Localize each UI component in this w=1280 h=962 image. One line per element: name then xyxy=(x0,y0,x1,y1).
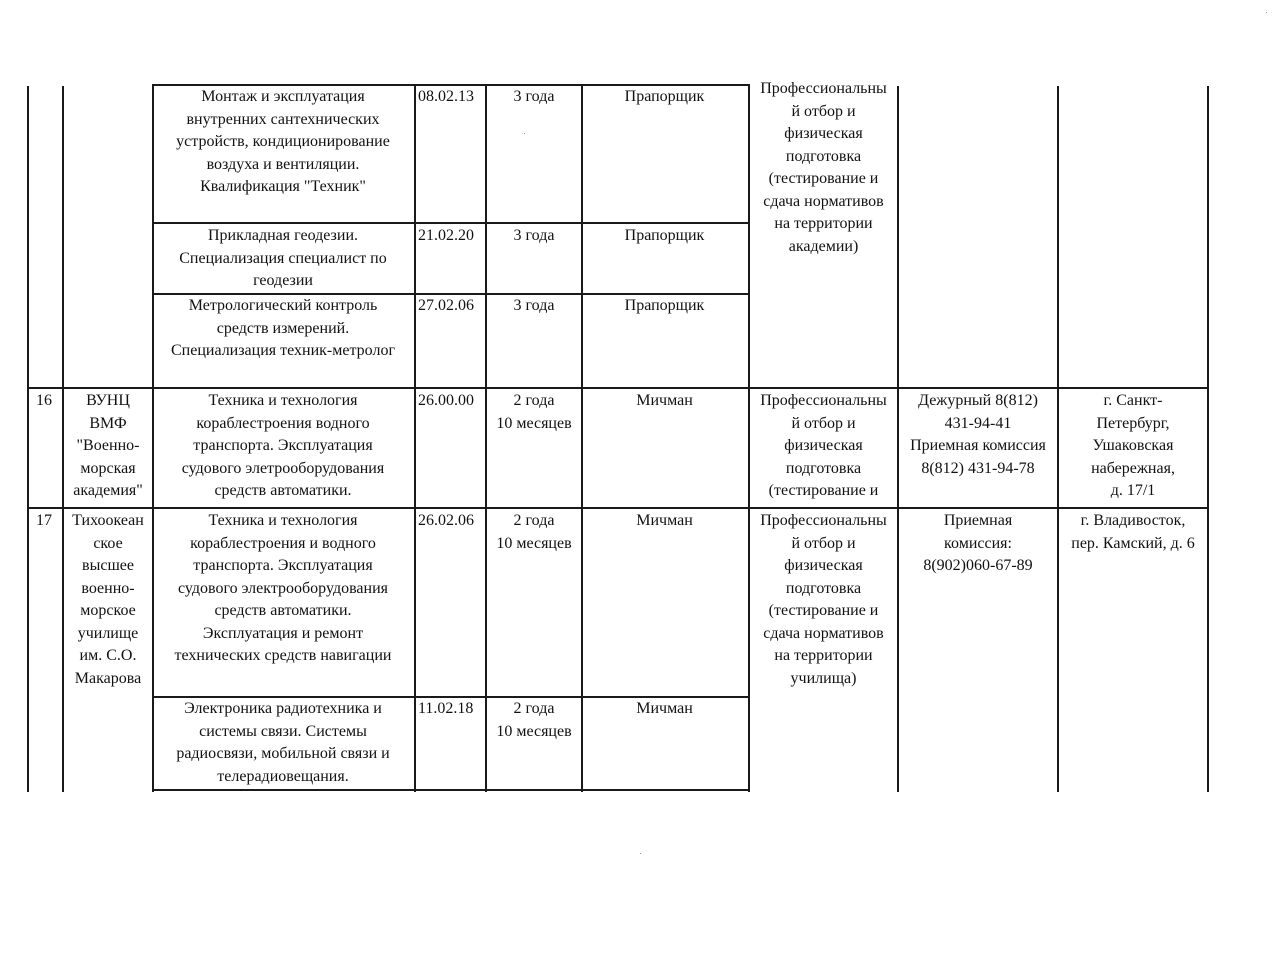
military-rank: Мичман xyxy=(636,512,693,529)
address: г. Владивосток, пер. Камский, д. 6 xyxy=(1071,512,1195,552)
specialty-cell: Прикладная геодезии. Специализация специалист по геодезии xyxy=(179,227,387,289)
grid-line xyxy=(27,507,1209,509)
study-term: 2 года 10 месяцев xyxy=(496,512,572,552)
military-rank: Прапорщик xyxy=(624,297,705,314)
military-rank: Мичман xyxy=(636,700,693,717)
grid-line xyxy=(152,789,750,791)
specialty-cell: Техника и технология кораблестроения водного транспорта. Эксплуатация судового элетрооборудования средств автоматики. xyxy=(181,392,385,499)
military-rank: Прапорщик xyxy=(624,88,705,105)
institution-name: Тихоокеан ское высшее военно- морское училище им. С.О. Макарова xyxy=(72,512,144,687)
scan-speck xyxy=(1266,12,1267,13)
specialty-code: 27.02.06 xyxy=(418,297,474,314)
specialty-cut-line xyxy=(154,499,412,507)
specialty-cell: Монтаж и эксплуатация внутренних сантехнических устройств, кондиционирование воздуха и вентиляции. Квалификация "Техник" xyxy=(176,88,390,195)
specialty-code: 08.02.13 xyxy=(418,88,474,105)
selection-requirements: Профессиональны й отбор и физическая подготовка (тестирование и xyxy=(760,392,887,499)
specialty-code: 11.02.18 xyxy=(418,700,474,717)
grid-line xyxy=(27,86,29,792)
scan-speck xyxy=(640,853,641,854)
institution-name: ВУНЦ ВМФ "Военно- морская академия" xyxy=(73,392,143,499)
specialty-cell: Метрологический контроль средств измерений. Специализация техник-метролог xyxy=(170,297,395,359)
grid-line xyxy=(27,387,1209,389)
row-number: 16 xyxy=(36,392,52,409)
address: г. Санкт- Петербург, Ушаковская набережная, д. 17/1 xyxy=(1091,392,1175,499)
specialty-code: 26.02.06 xyxy=(418,512,474,529)
selection-requirements: Профессиональны й отбор и физическая подготовка (тестирование и сдача нормативов на территории академии) xyxy=(760,80,887,255)
grid-line xyxy=(581,84,583,792)
grid-line xyxy=(1207,86,1209,792)
contacts: Дежурный 8(812) 431-94-41 Приемная комиссия 8(812) 431-94-78 xyxy=(910,392,1046,477)
military-rank: Мичман xyxy=(636,392,693,409)
scan-speck xyxy=(524,133,525,134)
row-number: 17 xyxy=(36,512,52,529)
specialty-code: 21.02.20 xyxy=(418,227,474,244)
study-term: 2 года 10 месяцев xyxy=(496,700,572,740)
study-term: 3 года xyxy=(513,227,555,244)
selection-requirements: Профессиональны й отбор и физическая подготовка (тестирование и сдача нормативов на территории училища) xyxy=(760,512,887,687)
study-term: 3 года xyxy=(513,88,555,105)
study-term: 2 года 10 месяцев xyxy=(496,392,572,432)
contacts: Приемная комиссия: 8(902)060-67-89 xyxy=(923,512,1033,574)
grid-line xyxy=(152,222,750,224)
specialty-cell: Электроника радиотехника и системы связи. Системы радиосвязи, мобильной связи и телерадиовещания. xyxy=(176,700,390,785)
military-rank: Прапорщик xyxy=(624,227,705,244)
specialty-code: 26.00.00 xyxy=(418,392,474,409)
specialty-cell: Техника и технология кораблестроения и водного транспорта. Эксплуатация судового электрооборудования средств автоматики. Эксплуатация и ремонт технических средств навигации xyxy=(174,512,392,664)
grid-line xyxy=(414,84,416,792)
study-term: 3 года xyxy=(513,297,555,314)
